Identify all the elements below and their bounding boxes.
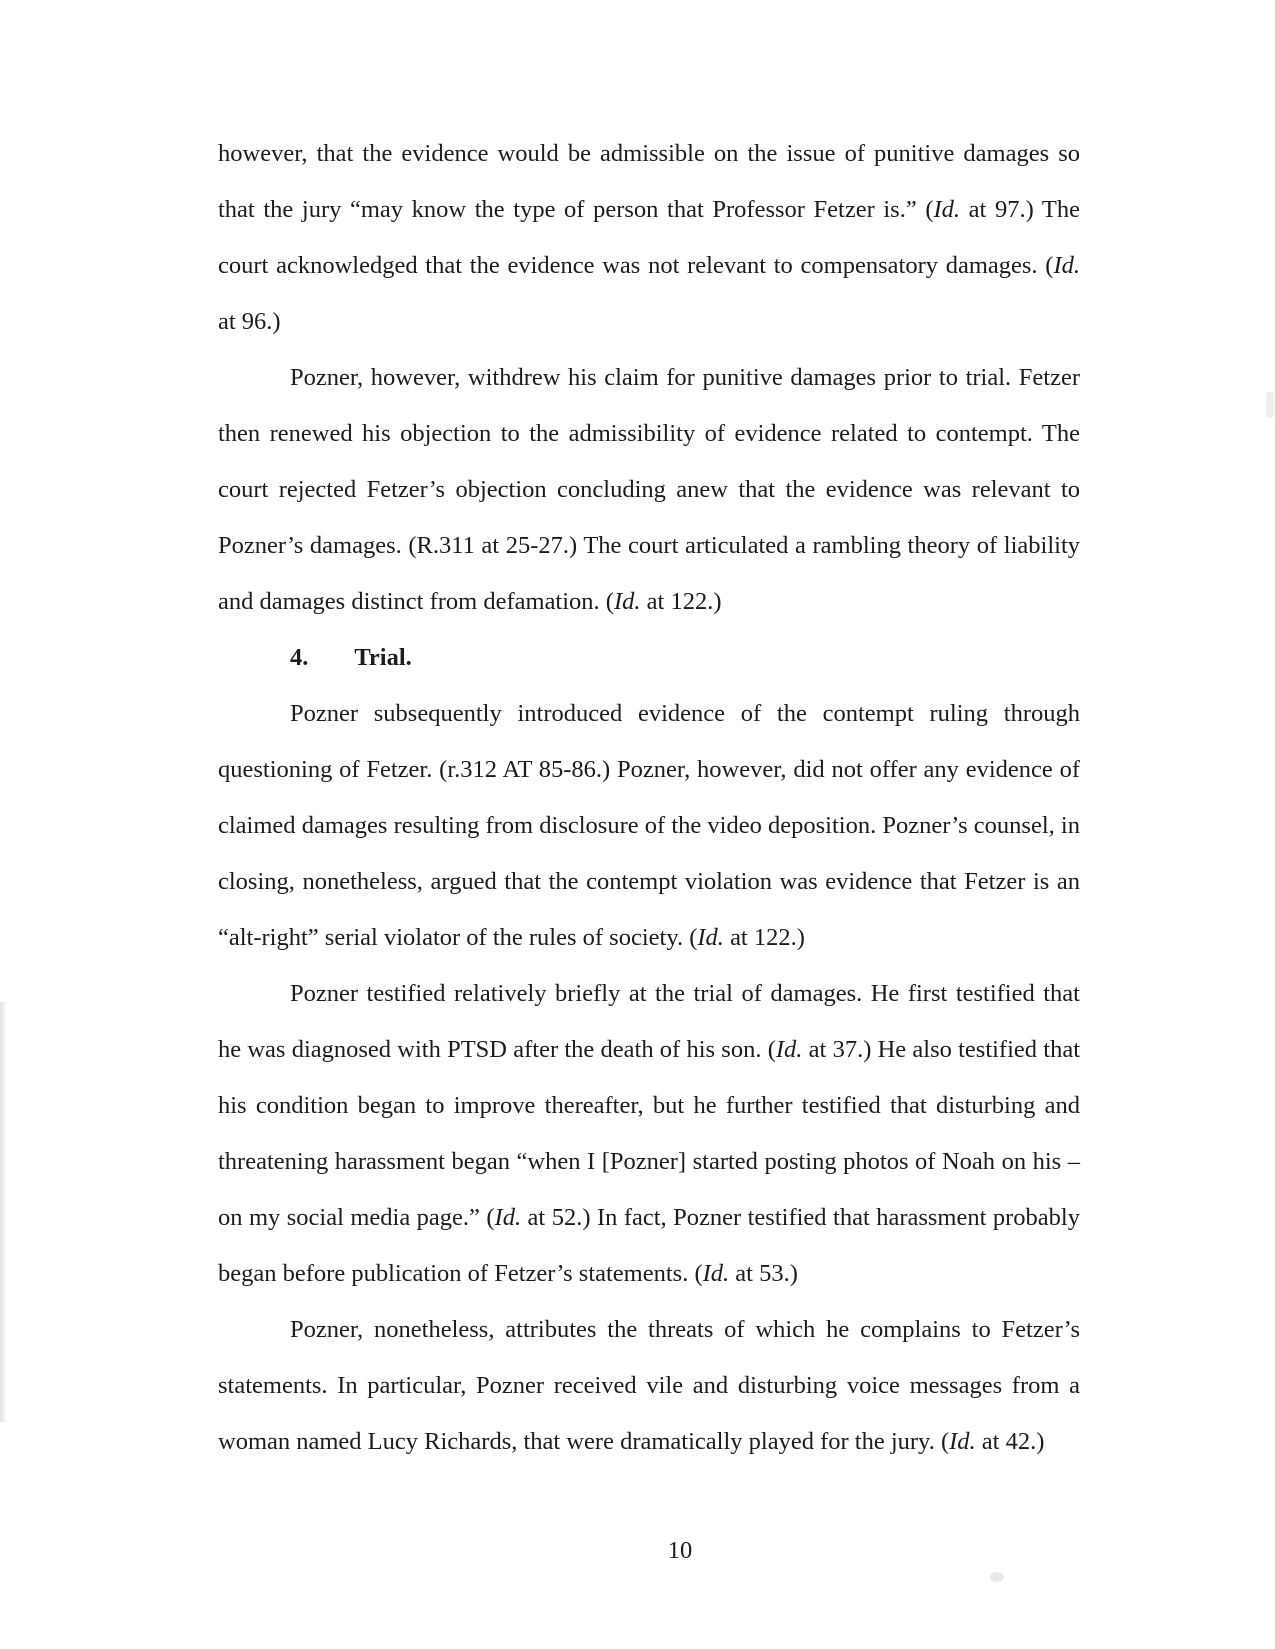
text-run: Id. [702, 1260, 730, 1287]
text-run: 4. [290, 644, 309, 671]
text-run: Id. [697, 924, 724, 951]
text-run: Id. [494, 1204, 522, 1231]
scan-artifact-left-edge-line [0, 1002, 5, 1422]
text-run: at 96.) [218, 308, 281, 335]
page-number: 10 [667, 1537, 693, 1564]
paragraph-threats-attribution [218, 1302, 1080, 1470]
paragraph-withdrew-claim [218, 350, 1080, 630]
heading-trial [218, 630, 1080, 686]
document-body [218, 126, 1080, 1470]
scan-artifact-bottom-smudge [990, 1572, 1004, 1582]
text-run: Id. [613, 588, 641, 615]
text-run: Id. [949, 1428, 976, 1455]
text-run: at 122.) [640, 588, 722, 615]
text-run: at 52.) In fact, Pozner testified that harassment probably began before publication of Fetzer’s statements. ( [218, 1204, 1080, 1287]
text-run: at 53.) [729, 1260, 798, 1287]
paragraph-punitive-damages [218, 126, 1080, 350]
paragraph-pozner-testimony [218, 966, 1080, 1302]
text-run: at 97.) The court acknowledged that the evidence was not relevant to compensatory damages. ( [218, 196, 1080, 279]
text-run: however, that the evidence would be admissible on the issue of punitive damages so that the jury “may know the type of person that Professor Fetzer is.” ( [218, 140, 1080, 223]
text-run: at 37.) He also testified that his condition began to improve thereafter, but he further testified that disturbing and threatening harassment began “when I [Pozner] started posting photos of Noah on his – on my social media page.” ( [218, 1036, 1081, 1231]
text-run: Pozner testified relatively briefly at the trial of damages. He first testified that he was diagnosed with PTSD after the death of his son. ( [218, 980, 1080, 1063]
text-run: Pozner, nonetheless, attributes the threats of which he complains to Fetzer’s statements. In particular, Pozner received vile and disturbing voice messages from a woman named Lucy Richards, that were dramatically played for the jury. ( [218, 1316, 1080, 1455]
text-run: Trial. [354, 644, 412, 671]
text-run: Id. [1053, 252, 1080, 279]
text-run: Pozner subsequently introduced evidence of the contempt ruling through questioning of Fetzer. (r.312 AT 85-86.) Pozner, however, did not offer any evidence of claimed damages resulting from disclosure of the video deposition. Pozner’s counsel, in closing, nonetheless, argued that the contempt violation was evidence that Fetzer is an “alt-right” serial violator of the rules of society. ( [218, 700, 1080, 951]
text-run: Id. [775, 1036, 803, 1063]
text-run: at 122.) [723, 924, 805, 951]
text-run: Id. [933, 196, 961, 223]
text-run: at 42.) [975, 1428, 1045, 1455]
scan-artifact-right-smudge [1266, 392, 1274, 418]
paragraph-contempt-ruling [218, 686, 1080, 966]
text-run: Pozner, however, withdrew his claim for punitive damages prior to trial. Fetzer then renewed his objection to the admissibility of evidence related to contempt. The court rejected Fetzer’s objection concluding anew that the evidence was relevant to Pozner’s damages. (R.311 at 25-27.) The court articulated a rambling theory of liability and damages distinct from defamation. ( [218, 364, 1080, 615]
